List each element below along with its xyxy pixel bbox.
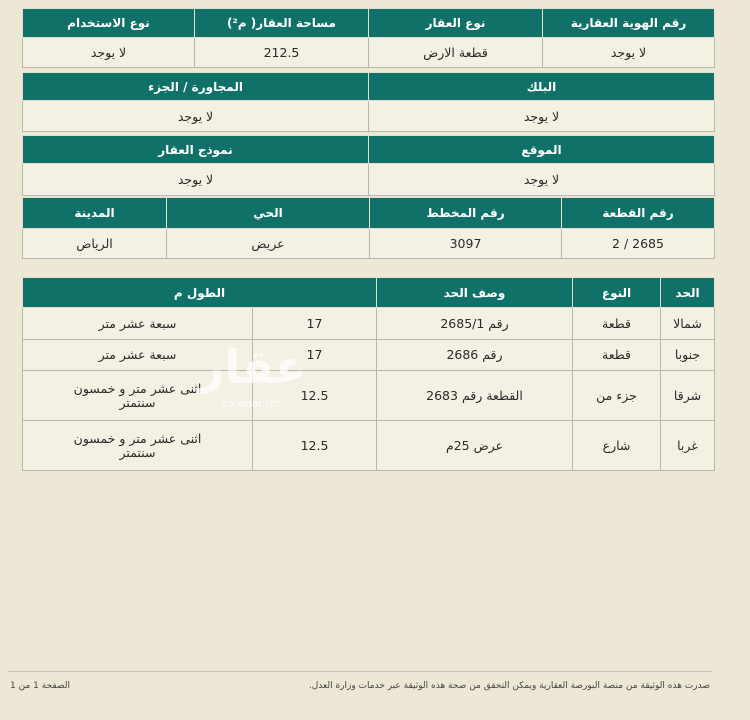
value-plan-number: 3097 <box>370 229 562 259</box>
block-header-row <box>23 73 715 101</box>
location-table <box>22 135 715 196</box>
boundary-length-text: سبعة عشر متر <box>23 340 253 371</box>
boundary-row <box>23 308 715 340</box>
boundary-length-text: سبعة عشر متر <box>23 308 253 340</box>
header-plan-number: رقم المخطط <box>370 198 562 229</box>
header-plot-number: رقم القطعة <box>562 198 715 229</box>
aqar-watermark-url: sa.aqar.fm <box>222 397 281 410</box>
boundary-length-text: اثنى عشر متر و خمسون سنتمتر <box>23 371 253 421</box>
plan-value-row <box>23 229 715 259</box>
boundary-description: رقم 2685/1 <box>377 308 573 340</box>
header-usage-type: نوع الاستخدام <box>23 9 195 38</box>
boundary-side: شمالا <box>661 308 715 340</box>
value-property-area: 212.5 <box>195 38 369 68</box>
header-description: وصف الحد <box>377 278 573 308</box>
header-side: الحد <box>661 278 715 308</box>
value-adjacent-part: لا يوجد <box>23 101 369 132</box>
boundary-length-number: 12.5 <box>253 371 377 421</box>
header-property-model: نموذج العقار <box>23 136 369 164</box>
value-usage-type: لا يوجد <box>23 38 195 68</box>
header-length: الطول م <box>23 278 377 308</box>
property-info-header-row <box>23 9 715 38</box>
footer-divider <box>8 671 712 672</box>
header-property-type: نوع العقار <box>369 9 543 38</box>
boundary-side: جنوبا <box>661 340 715 371</box>
boundary-row <box>23 421 715 471</box>
boundary-type: جزء من <box>573 371 661 421</box>
plan-header-row <box>23 198 715 229</box>
boundary-description: رقم 2686 <box>377 340 573 371</box>
header-property-area: مساحة العقار( م²) <box>195 9 369 38</box>
plan-table <box>22 197 715 259</box>
location-value-row <box>23 164 715 196</box>
header-adjacent-part: المجاورة / الجزء <box>23 73 369 101</box>
header-district: الحي <box>167 198 370 229</box>
value-block: لا يوجد <box>369 101 715 132</box>
boundaries-table <box>22 277 715 471</box>
property-info-value-row <box>23 38 715 68</box>
value-location: لا يوجد <box>369 164 715 196</box>
boundary-side: شرقا <box>661 371 715 421</box>
boundaries-header-row <box>23 278 715 308</box>
footer-page-number: الصفحة 1 من 1 <box>10 681 70 691</box>
header-city: المدينة <box>23 198 167 229</box>
boundary-row <box>23 340 715 371</box>
boundary-row <box>23 371 715 421</box>
aqar-watermark-logo: عقار <box>198 340 307 394</box>
header-location: الموقع <box>369 136 715 164</box>
value-property-model: لا يوجد <box>23 164 369 196</box>
value-property-id: لا يوجد <box>543 38 715 68</box>
value-district: عريض <box>167 229 370 259</box>
footer-verification-note: صدرت هذه الوثيقة من منصة البورصة العقارية ويمكن التحقق من صحة هذه الوثيقة عبر خدمات وزارة العدل. <box>308 681 710 691</box>
value-property-type: قطعة الارض <box>369 38 543 68</box>
boundary-length-number: 17 <box>253 340 377 371</box>
boundary-type: قطعة <box>573 308 661 340</box>
property-info-table <box>22 8 715 68</box>
boundary-length-text: اثنى عشر متر و خمسون سنتمتر <box>23 421 253 471</box>
value-plot-number: 2685 / 2 <box>562 229 715 259</box>
header-type: النوع <box>573 278 661 308</box>
location-header-row <box>23 136 715 164</box>
header-block: البلك <box>369 73 715 101</box>
value-city: الرياض <box>23 229 167 259</box>
boundary-side: غربا <box>661 421 715 471</box>
boundary-type: شارع <box>573 421 661 471</box>
boundary-description: عرض 25م <box>377 421 573 471</box>
header-property-id: رقم الهوية العقارية <box>543 9 715 38</box>
boundary-length-number: 17 <box>253 308 377 340</box>
block-table <box>22 72 715 132</box>
block-value-row <box>23 101 715 132</box>
boundary-description: القطعة رقم 2683 <box>377 371 573 421</box>
boundary-type: قطعة <box>573 340 661 371</box>
boundary-length-number: 12.5 <box>253 421 377 471</box>
